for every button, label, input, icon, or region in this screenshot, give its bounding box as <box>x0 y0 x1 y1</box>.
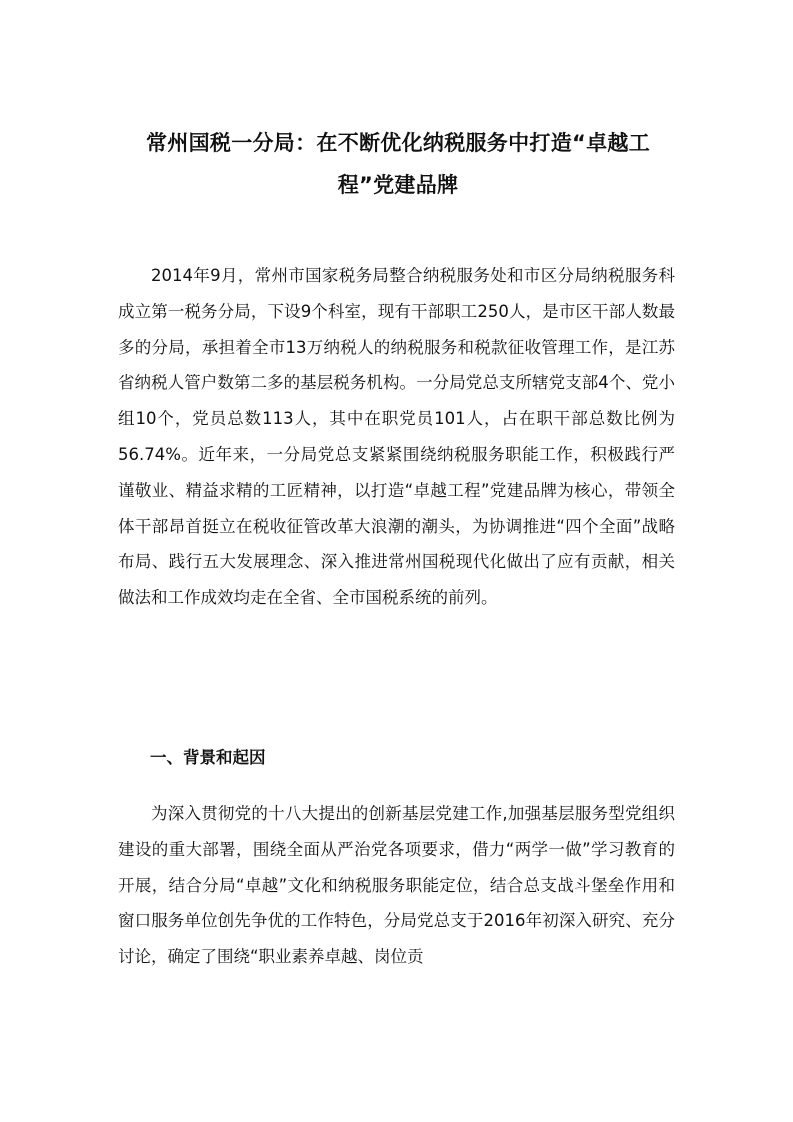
body-paragraph-intro: 2014年9月，常州市国家税务局整合纳税服务处和市区分局纳税服务科成立第一税务分局，下设9个科室，现有干部职工250人，是市区干部人数最多的分局，承担着全市13万纳税人的纳税服务和税款征收管理工作，是江苏省纳税人管户数第二多的基层税务机构。一分局党总支所辖党支部4个、党小组10个，党员总数113人，其中在职党员101人，占在职干部总数比例为56.74%。近年来，一分局党总支紧紧围绕纳税服务职能工作，积极践行严谨敬业、精益求精的工匠精神，以打造“卓越工程”党建品牌为核心，带领全体干部昂首挺立在税收征管改革大浪潮的潮头，为协调推进“四个全面”战略布局、践行五大发展理念、深入推进常州国税现代化做出了应有贡献，相关做法和工作成效均走在全省、全市国税系统的前列。 <box>118 266 675 608</box>
section-heading: 一、背景和起因 <box>150 748 266 767</box>
document-title: 常州国税一分局：在不断优化纳税服务中打造“卓越工程”党建品牌 <box>146 131 650 197</box>
body-paragraph-background: 为深入贯彻党的十八大提出的创新基层党建工作,加强基层服务型党组织建设的重大部署，围绕全面从严治党各项要求，借力“两学一做”学习教育的开展，结合分局“卓越”文化和纳税服务职能定位，结合总支战斗堡垒作用和窗口服务单位创先争优的工作特色，分局党总支于2016年初深入研究、充分讨论，确定了围绕“职业素养卓越、岗位贡 <box>118 804 675 967</box>
